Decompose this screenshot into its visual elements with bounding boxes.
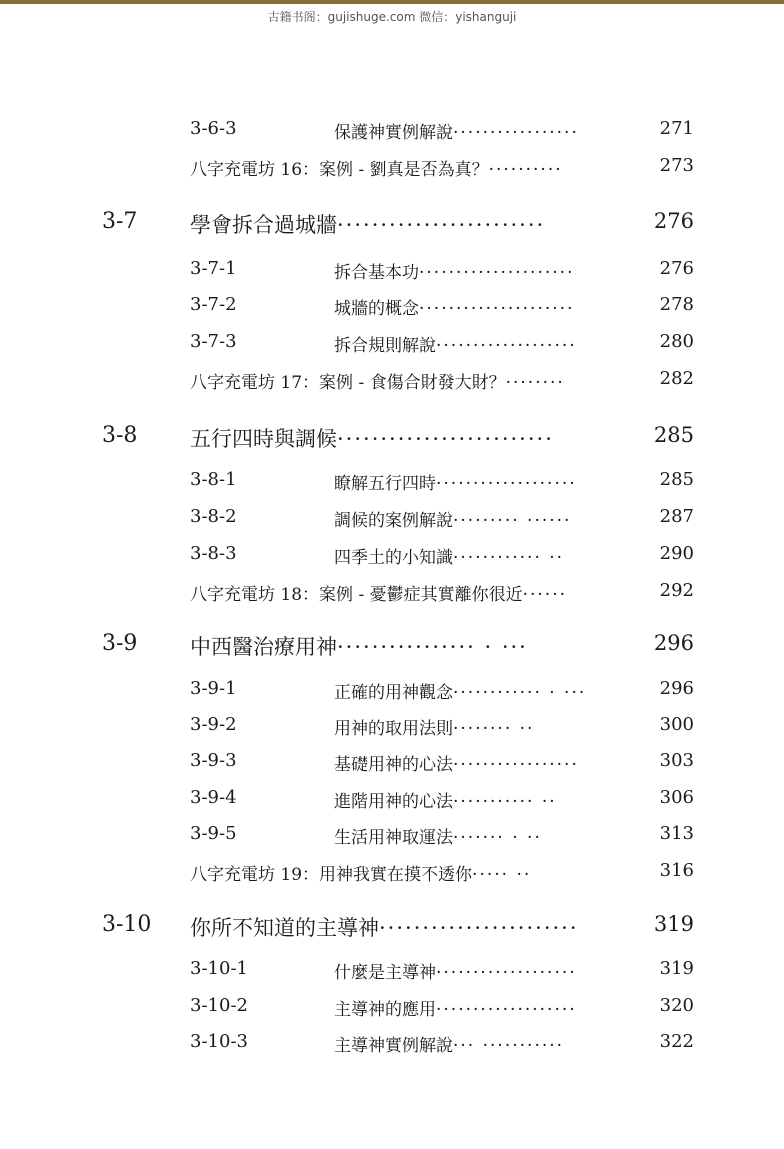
- toc-page-number: 287: [659, 506, 694, 527]
- toc-title-text: 瞭解五行四時: [334, 474, 436, 494]
- toc-number: 3-10-2: [190, 995, 248, 1016]
- toc-page-number: 273: [659, 155, 694, 176]
- toc-number: 3-9: [102, 631, 138, 656]
- toc-leader-dots: ·················: [453, 755, 579, 775]
- toc-title-text: 拆合規則解說: [334, 336, 436, 356]
- toc-section-row[interactable]: [0, 912, 784, 942]
- toc-title: [334, 469, 646, 494]
- toc-title: [334, 1031, 646, 1056]
- toc-title: [334, 787, 646, 812]
- toc-title: [334, 506, 646, 531]
- toc-title: [190, 423, 646, 453]
- toc-subsection-row[interactable]: [0, 995, 784, 1025]
- toc-leader-dots: ·····················: [419, 263, 575, 283]
- toc-title: [334, 118, 646, 143]
- toc-page-number: 280: [659, 331, 694, 352]
- toc-number: 3-9-2: [190, 714, 237, 735]
- toc-subsection-row[interactable]: [0, 1031, 784, 1061]
- toc-page-number: 303: [659, 750, 694, 771]
- toc-subsection-row[interactable]: [0, 750, 784, 780]
- toc-title-text: 八字充電坊 18：案例 - 憂鬱症其實離你很近: [190, 585, 523, 605]
- toc-page-number: 296: [653, 631, 694, 655]
- toc-title: [334, 714, 646, 739]
- toc-title: [334, 678, 646, 703]
- toc-leader-dots: ···················: [436, 963, 577, 983]
- toc-title-text: 保護神實例解說: [334, 123, 453, 143]
- toc-title: [334, 750, 646, 775]
- toc-subsection-row[interactable]: [0, 678, 784, 708]
- toc-title: [334, 995, 646, 1020]
- toc-number: 3-7: [102, 209, 138, 234]
- toc-title: [334, 823, 646, 848]
- toc-leader-dots: ·······················: [379, 916, 579, 940]
- toc-subsection-row[interactable]: [0, 331, 784, 361]
- toc-page-number: 319: [653, 912, 694, 936]
- toc-title: [190, 912, 646, 942]
- toc-leader-dots: ···················: [436, 336, 577, 356]
- toc-leader-dots: ················ · ···: [337, 635, 528, 659]
- toc-page-number: 306: [659, 787, 694, 808]
- toc-title-text: 你所不知道的主導神: [190, 916, 379, 940]
- toc-number: 3-10-1: [190, 958, 248, 979]
- toc-title-text: 城牆的概念: [334, 299, 419, 319]
- toc-page-number: 316: [659, 860, 694, 881]
- toc-number: 3-8-1: [190, 469, 237, 490]
- toc-leader-dots: ············ ··: [453, 548, 565, 568]
- toc-title-text: 八字充電坊 17：案例 - 食傷合財發大財？: [190, 373, 506, 393]
- toc-page-number: 282: [659, 368, 694, 389]
- toc-title: [190, 860, 646, 885]
- toc-leader-dots: ········· ······: [453, 511, 572, 531]
- toc-page-number: 320: [659, 995, 694, 1016]
- toc-leader-dots: ··········: [488, 160, 563, 180]
- toc-section-row[interactable]: [0, 423, 784, 453]
- toc-number: 3-10-3: [190, 1031, 248, 1052]
- toc-leader-dots: ·····················: [419, 299, 575, 319]
- toc-sidebar-row[interactable]: [0, 368, 784, 398]
- toc-title-text: 學會拆合過城牆: [190, 213, 337, 237]
- toc-subsection-row[interactable]: [0, 787, 784, 817]
- toc-number: 3-9-5: [190, 823, 237, 844]
- toc-subsection-row[interactable]: [0, 958, 784, 988]
- toc-leader-dots: ···················: [436, 1000, 577, 1020]
- toc-leader-dots: ····· ··: [472, 865, 532, 885]
- toc-title-text: 四季土的小知識: [334, 548, 453, 568]
- toc-sidebar-row[interactable]: [0, 860, 784, 890]
- toc-number: 3-8: [102, 423, 138, 448]
- toc-title: [334, 294, 646, 319]
- toc-page-number: 276: [653, 209, 694, 233]
- toc-title: [190, 155, 646, 180]
- toc-title: [334, 258, 646, 283]
- toc-leader-dots: ············ · ···: [453, 683, 587, 703]
- toc-page-number: 290: [659, 543, 694, 564]
- toc-title-text: 八字充電坊 16：案例 - 劉真是否為真？: [190, 160, 489, 180]
- toc-page-number: 292: [659, 580, 694, 601]
- toc-title-text: 主導神的應用: [334, 1000, 436, 1020]
- toc-title-text: 拆合基本功: [334, 263, 419, 283]
- toc-number: 3-8-2: [190, 506, 237, 527]
- toc-title: [334, 331, 646, 356]
- toc-page-number: 296: [659, 678, 694, 699]
- toc-leader-dots: ········: [505, 373, 565, 393]
- toc-title: [190, 580, 646, 605]
- toc-page-number: 313: [659, 823, 694, 844]
- toc-page-number: 300: [659, 714, 694, 735]
- toc-title-text: 用神的取用法則: [334, 719, 453, 739]
- toc-page-number: 322: [659, 1031, 694, 1052]
- toc-leader-dots: ························: [337, 213, 546, 237]
- toc-number: 3-9-3: [190, 750, 237, 771]
- toc-leader-dots: ······· · ··: [453, 828, 542, 848]
- toc-sidebar-row[interactable]: [0, 580, 784, 610]
- toc-title-text: 生活用神取運法: [334, 828, 453, 848]
- toc-title-text: 正確的用神觀念: [334, 683, 453, 703]
- toc-leader-dots: ··· ···········: [453, 1036, 565, 1056]
- toc-leader-dots: ···················: [436, 474, 577, 494]
- toc-subsection-row[interactable]: [0, 506, 784, 536]
- toc-number: 3-7-2: [190, 294, 237, 315]
- toc-title-text: 八字充電坊 19：用神我實在摸不透你: [190, 865, 473, 885]
- toc-subsection-row[interactable]: [0, 823, 784, 853]
- toc-subsection-row[interactable]: [0, 118, 784, 148]
- toc-leader-dots: ·························: [337, 427, 554, 451]
- toc-title: [334, 543, 646, 568]
- toc-title-text: 主導神實例解說: [334, 1036, 453, 1056]
- toc-subsection-row[interactable]: [0, 294, 784, 324]
- toc-title-text: 調候的案例解說: [334, 511, 453, 531]
- toc-title: [190, 631, 646, 661]
- toc-leader-dots: ·················: [453, 123, 579, 143]
- toc-number: 3-9-4: [190, 787, 237, 808]
- toc-subsection-row[interactable]: [0, 258, 784, 288]
- toc-subsection-row[interactable]: [0, 543, 784, 573]
- toc-number: 3-7-1: [190, 258, 237, 279]
- toc-number: 3-6-3: [190, 118, 237, 139]
- watermark-text: 古籍书阁：gujishuge.com 微信：yishanguji: [267, 10, 517, 24]
- toc-sidebar-row[interactable]: [0, 155, 784, 185]
- toc-title: [190, 368, 646, 393]
- toc-page-number: 278: [659, 294, 694, 315]
- toc-page-number: 319: [659, 958, 694, 979]
- toc-title-text: 基礎用神的心法: [334, 755, 453, 775]
- toc-title: [190, 209, 646, 239]
- toc-leader-dots: ······: [522, 585, 568, 605]
- toc-number: 3-10: [102, 912, 152, 937]
- toc-page-number: 285: [653, 423, 694, 447]
- toc-section-row[interactable]: [0, 631, 784, 661]
- toc-title-text: 五行四時與調候: [190, 427, 337, 451]
- toc-subsection-row[interactable]: [0, 714, 784, 744]
- toc-page-number: 271: [659, 118, 694, 139]
- toc-leader-dots: ··········· ··: [453, 792, 557, 812]
- toc-number: 3-7-3: [190, 331, 237, 352]
- toc-subsection-row[interactable]: [0, 469, 784, 499]
- toc-title-text: 什麼是主導神: [334, 963, 436, 983]
- toc-title-text: 進階用神的心法: [334, 792, 453, 812]
- toc-page-number: 285: [659, 469, 694, 490]
- toc-section-row[interactable]: [0, 209, 784, 239]
- toc-page-number: 276: [659, 258, 694, 279]
- toc-title-text: 中西醫治療用神: [190, 635, 337, 659]
- toc-leader-dots: ········ ··: [453, 719, 535, 739]
- toc-number: 3-9-1: [190, 678, 237, 699]
- toc-number: 3-8-3: [190, 543, 237, 564]
- toc-title: [334, 958, 646, 983]
